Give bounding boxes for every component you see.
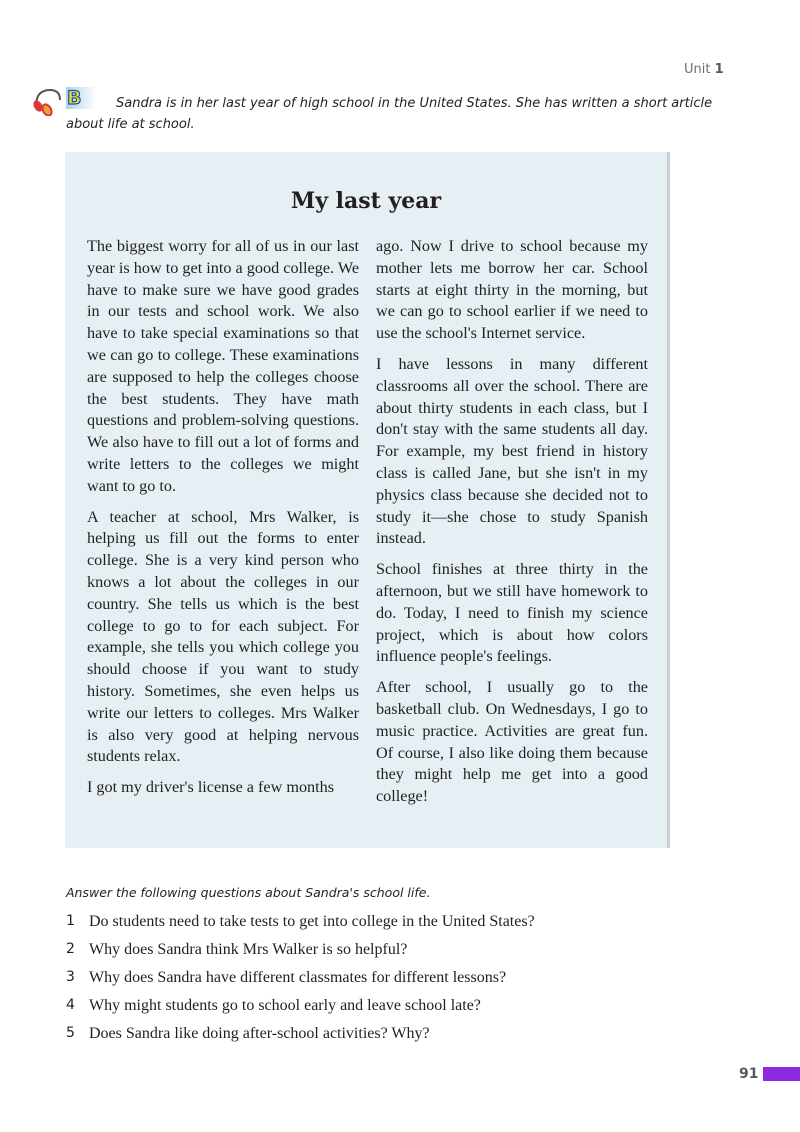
paragraph: After school, I usually go to the basketball club. On Wednesdays, I go to music practice. Activities are great fun. Of course, I also like doing them because they might help me get into a good college! [376, 678, 648, 806]
question-number: 1 [66, 913, 75, 929]
paragraph: I have lessons in many different classrooms all over the school. There are about thirty students in each class, but I don't stay with the same students all day. For example, my best friend in history class is called Jane, but she isn't in my physics class because she decided not to study it—she chose to study Spanish instead. [376, 354, 648, 548]
article-column-left [87, 236, 359, 808]
questions-instruction: Answer the following questions about Sandra's school life. [66, 885, 431, 900]
unit-label [684, 62, 724, 77]
unit-text: Unit [684, 62, 711, 77]
paragraph: I got my driver's license a few months [87, 778, 335, 797]
question-text: Why does Sandra think Mrs Walker is so helpful? [89, 941, 408, 958]
article-box [65, 152, 667, 848]
question-text: Why might students go to school early and leave school late? [89, 997, 481, 1014]
questions-list [66, 913, 535, 1053]
article-title: My last year [290, 188, 442, 214]
question-number: 3 [66, 969, 75, 985]
question-text: Does Sandra like doing after-school activities? Why? [89, 1025, 430, 1042]
paragraph: A teacher at school, Mrs Walker, is helping us fill out the forms to enter college. She is a very kind person who knows a lot about the colleges in our country. She tells us which is the best college to go to for each subject. For example, she tells you which college you should choose if you want to study history. Sometimes, she even helps us write our letters to colleges. Mrs Walker is also very good at helping nervous students relax. [87, 507, 359, 766]
question-item [66, 941, 535, 969]
exercise-letter: B [67, 87, 82, 109]
question-number: 4 [66, 997, 75, 1013]
question-number: 5 [66, 1025, 75, 1041]
paragraph: ago. Now I drive to school because my mother lets me borrow her car. School starts at eight thirty in the morning, but we can go to school earlier if we need to use the school's Internet service. [376, 237, 648, 343]
unit-number: 1 [714, 62, 724, 77]
question-item [66, 1025, 535, 1053]
article-column-right [376, 236, 648, 817]
question-item [66, 913, 535, 941]
question-item [66, 997, 535, 1025]
paragraph: School finishes at three thirty in the afternoon, but we still have homework to do. Today, I need to finish my science project, which is about how colors influence people's feelings. [376, 560, 648, 666]
paragraph: The biggest worry for all of us in our last year is how to get into a good college. We have to make sure we have good grades in our tests and school work. We also have to take special examinations so that we can go to college. These examinations are supposed to help the colleges choose the best students. They have math questions and problem-solving questions. We also have to fill out a lot of forms and write letters to the colleges we might want to go to. [87, 237, 359, 495]
question-number: 2 [66, 941, 75, 957]
question-text: Do students need to take tests to get into college in the United States? [89, 913, 535, 930]
page-tab-bar [763, 1067, 800, 1081]
exercise-intro: Sandra is in her last year of high school in the United States. She has written a short article about life at school. [66, 96, 713, 132]
question-item [66, 969, 535, 997]
page-number: 91 [739, 1066, 759, 1082]
question-text: Why does Sandra have different classmates for different lessons? [89, 969, 507, 986]
